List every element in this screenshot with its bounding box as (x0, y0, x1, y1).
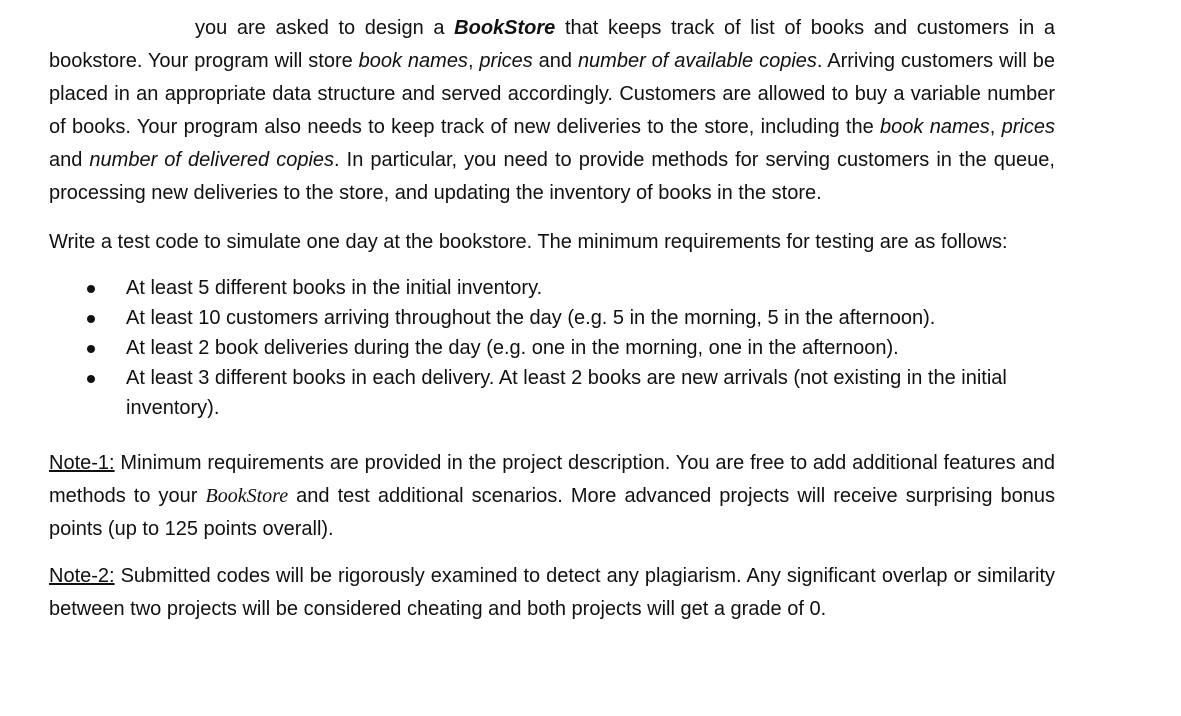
intro-comma: , (467, 50, 480, 72)
intro-comma-2: , (989, 116, 1002, 138)
prices-term: prices (479, 50, 533, 72)
bookstore-term-2: BookStore (205, 485, 289, 507)
book-names-term-2: book names (880, 116, 990, 138)
note-1-text-1: Minimum requirements are provided in the project description. You are free to add additional features and methods to your (49, 452, 1055, 507)
list-item (126, 273, 1055, 303)
note-1-text-2: and test additional scenarios. More advanced projects will receive surprising bonus points (up to 125 points overall). (49, 485, 1056, 540)
bullet-icon (87, 285, 95, 293)
intro-paragraph (49, 12, 1055, 210)
note-1-label: Note-1: (49, 452, 115, 474)
prices-term-2: prices (1001, 116, 1055, 138)
delivered-copies-term: number of delivered copies (89, 149, 335, 171)
intro-text-4: . In particular, you need to provide methods for serving customers in the queue, processing new deliveries to the store, and updating the inventory of books in the store. (49, 149, 1055, 204)
list-item (126, 333, 1055, 363)
bullet-icon (87, 315, 95, 323)
book-names-term: book names (358, 50, 468, 72)
available-copies-term: number of available copies (577, 50, 817, 72)
test-paragraph: Write a test code to simulate one day at the bookstore. The minimum requirements for testing are as follows: (49, 231, 1008, 253)
note-1-paragraph (49, 447, 1055, 546)
requirements-list (49, 273, 1055, 423)
bullet-icon (87, 375, 95, 383)
intro-text-2: that keeps track of list of books and customers in a bookstore. Your program will store (49, 17, 1055, 72)
intro-text-3: . Arriving customers will be placed in an appropriate data structure and served accordingly. Customers are allowed to buy a variable number of books. Your program also needs to keep track of new deliveries to the store, including the (49, 50, 1055, 138)
bookstore-term: BookStore (454, 17, 556, 39)
requirement-text: At least 10 customers arriving throughout the day (e.g. 5 in the morning, 5 in the afternoon). (126, 307, 936, 329)
intro-and: and (532, 50, 578, 72)
list-item (126, 363, 1055, 423)
requirement-text: At least 3 different books in each delivery. At least 2 books are new arrivals (not existing in the initial inventory). (126, 367, 1007, 419)
requirement-text: At least 2 book deliveries during the day (e.g. one in the morning, one in the afternoon). (126, 337, 899, 359)
note-2-text: Submitted codes will be rigorously examined to detect any plagiarism. Any significant overlap or similarity between two projects will be considered cheating and both projects will get a grade of 0. (49, 565, 1055, 620)
document-page (49, 12, 1055, 626)
bullet-icon (87, 345, 95, 353)
requirement-text: At least 5 different books in the initial inventory. (126, 277, 543, 299)
intro-text-1: you are asked to design a (195, 17, 455, 39)
note-2-label: Note-2: (49, 565, 115, 587)
intro-and-2: and (49, 149, 90, 171)
list-item (126, 303, 1055, 333)
note-2-paragraph (49, 560, 1055, 626)
